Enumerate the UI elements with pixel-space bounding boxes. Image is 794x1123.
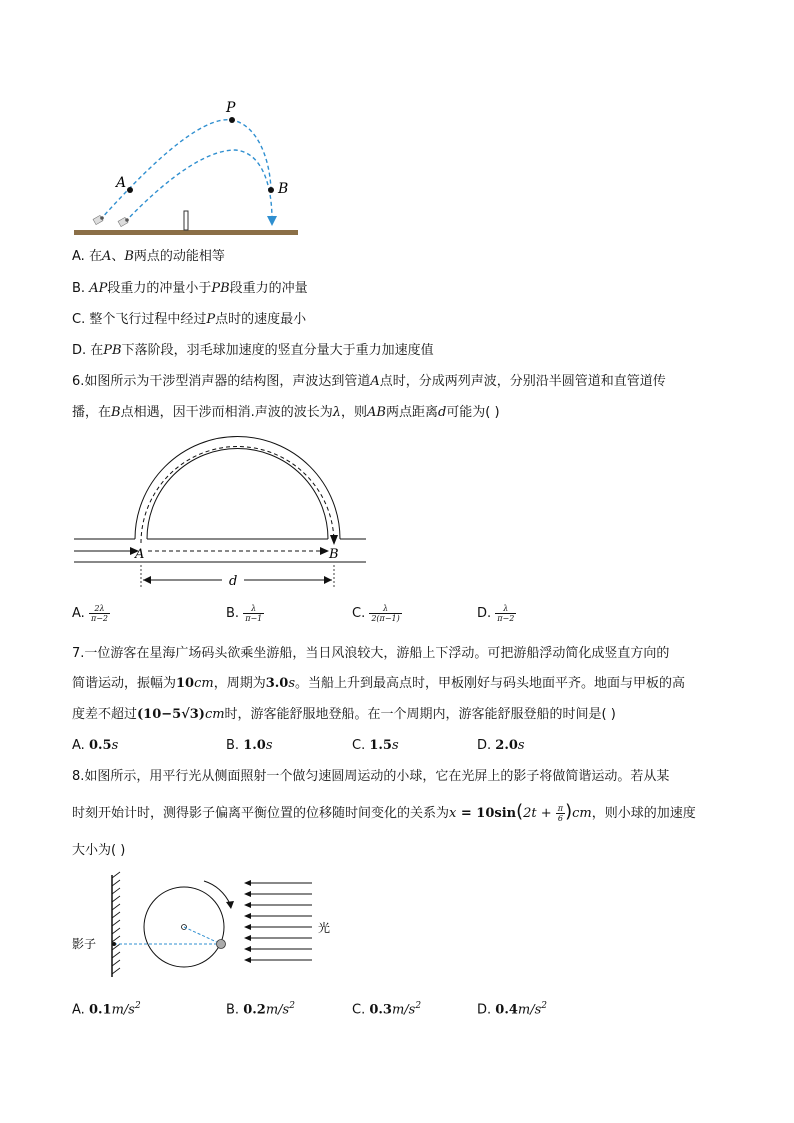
arrow-head <box>330 535 338 545</box>
q7-stem-line1: 7.一位游客在星海广场码头欲乘坐游船，当日风浪较大，游船上下浮动。可把游船浮动简化成竖直方向的 <box>72 646 670 661</box>
badminton-trajectory-figure <box>0 0 794 250</box>
arrow-head <box>320 547 329 555</box>
shuttlecock-icon <box>93 215 104 224</box>
q7-option-d[interactable]: D. 2.0s <box>477 738 525 753</box>
light-rays <box>245 883 312 960</box>
q8-option-c[interactable]: C. $0.3m/s^2$ <box>352 1001 422 1018</box>
q6-option-c[interactable]: C. $\frac{\lambda}{2(\pi-1)}$ <box>352 604 400 623</box>
point-p <box>229 117 235 123</box>
label-d: d <box>229 574 238 589</box>
q5-option-c[interactable]: C. 整个飞行过程中经过P点时的速度最小 <box>72 312 307 327</box>
q7-stem-line3: 度差不超过(10−5√3)cm时，游客能舒服地登船。在一个周期内，游客能舒服登船的时间是( ) <box>72 707 616 722</box>
label-light: 光 <box>318 921 331 935</box>
point-a <box>127 187 133 193</box>
q6-stem-line1: 6.如图所示为干涉型消声器的结构图，声波达到管道A点时，分成两列声波，分别沿半圆管道和直管道传 <box>72 374 666 389</box>
circular-motion-figure <box>0 870 794 990</box>
q8-stem-line3: 大小为( ) <box>72 843 126 858</box>
q5-option-a[interactable]: A. 在A、B两点的动能相等 <box>72 249 225 264</box>
q8-option-a[interactable]: A. $0.1m/s^2$ <box>72 1001 141 1018</box>
q8-option-d[interactable]: D. $0.4m/s^2$ <box>477 1001 548 1018</box>
lower-trajectory <box>125 150 272 222</box>
arrow-head <box>143 576 151 584</box>
ball <box>217 940 226 949</box>
point-b <box>268 187 274 193</box>
muffler-figure <box>0 425 794 625</box>
q7-option-a[interactable]: A. 0.5s <box>72 738 119 753</box>
q7-stem-line2: 简谐运动，振幅为10cm，周期为3.0s。当船上升到最高点时，甲板刚好与码头地面平齐。地面与甲板的高 <box>72 676 686 691</box>
q6-stem-line2: 播，在B点相遇，因干涉而相消.声波的波长为λ，则AB两点距离d可能为( ) <box>72 405 500 420</box>
shadow-point <box>112 942 116 946</box>
q8-stem-line1: 8.如图所示，用平行光从侧面照射一个做匀速圆周运动的小球，它在光屏上的影子将做简谐运动。若从某 <box>72 769 670 784</box>
label-b: B <box>278 181 289 197</box>
q8-option-b[interactable]: B. $0.2m/s^2$ <box>226 1001 295 1018</box>
q7-option-b[interactable]: B. 1.0s <box>226 738 273 753</box>
q6-option-d[interactable]: D. $\frac{\lambda}{\pi-2}$ <box>477 604 515 623</box>
label-b: B <box>329 547 339 562</box>
q6-option-a[interactable]: A. $\frac{2\lambda}{\pi-2}$ <box>72 604 108 623</box>
q8-stem-line2: 时刻开始计时，测得影子偏离平衡位置的位移随时间变化的关系为x = 10sin(2t + $\frac{\pi}{6}$ )cm，则小球的加速度 <box>72 801 696 823</box>
q5-option-d[interactable]: D. 在PB下落阶段，羽毛球加速度的竖直分量大于重力加速度值 <box>72 343 434 358</box>
q6-option-b[interactable]: B. $\frac{\lambda}{\pi-1}$ <box>226 604 263 623</box>
ground-strip <box>74 230 298 235</box>
label-shadow: 影子 <box>72 937 97 951</box>
arrow-head <box>267 216 277 226</box>
label-p: P <box>226 100 236 116</box>
semicircle-wave-path <box>141 447 334 544</box>
label-a: A <box>135 547 145 562</box>
net-post <box>184 211 188 230</box>
label-a: A <box>116 175 127 191</box>
q5-option-b[interactable]: B. AP段重力的冲量小于PB段重力的冲量 <box>72 281 308 296</box>
q7-option-c[interactable]: C. 1.5s <box>352 738 399 753</box>
shuttlecock-icon <box>118 217 129 226</box>
arrow-head <box>226 901 234 909</box>
arrow-head <box>324 576 332 584</box>
